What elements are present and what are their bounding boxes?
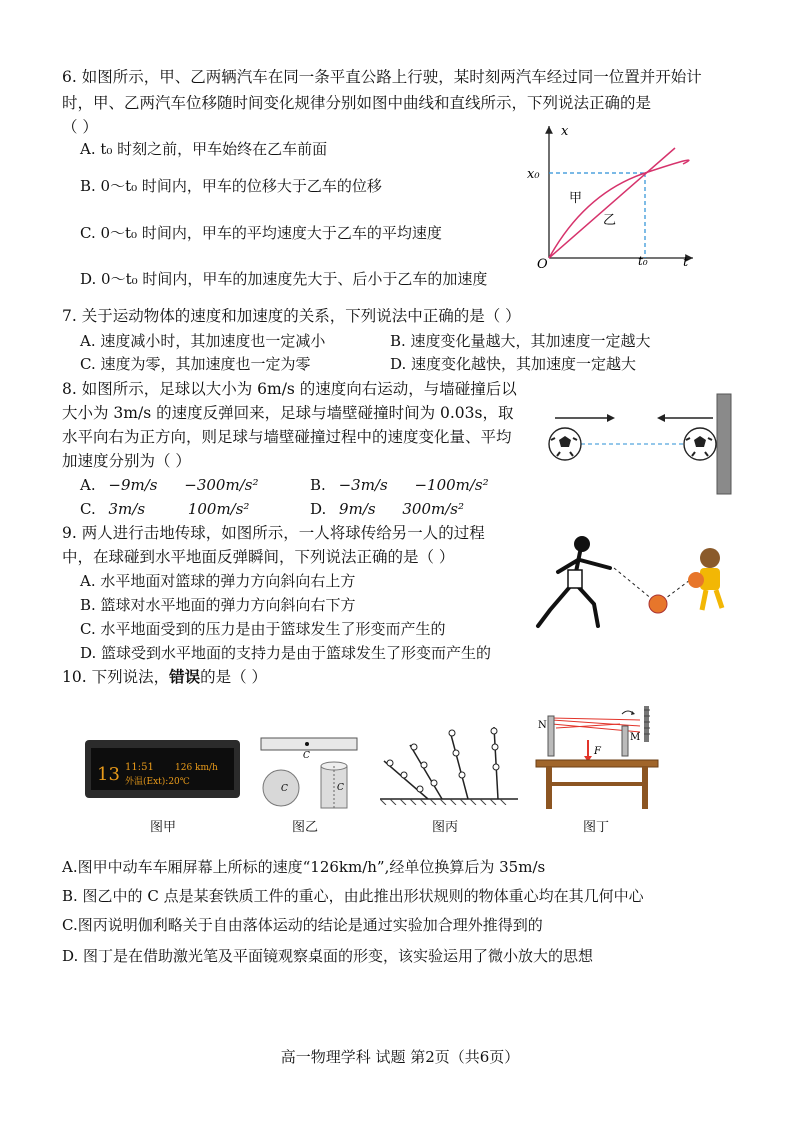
q8-stem-line3: 水平向右为正方向，则足球与墙壁碰撞过程中的速度变化量、平均 bbox=[62, 428, 512, 446]
basketball-icon bbox=[649, 595, 667, 613]
q8-option-a-dv: −9m/s bbox=[108, 476, 158, 494]
q8-stem-line4: 加速度分别为（ ） bbox=[62, 452, 191, 470]
q10-option-a: A.图甲中动车车厢屏幕上所标的速度“126km/h”,经单位换算后为 35m/s bbox=[62, 858, 546, 876]
q6-option-c: C. 0～t₀ 时间内，甲车的平均速度大于乙车的平均速度 bbox=[80, 224, 442, 242]
page-footer: 高一物理学科 试题 第2页（共6页） bbox=[280, 1048, 520, 1066]
wall bbox=[717, 394, 731, 494]
soccer-ball-left-icon bbox=[549, 428, 581, 460]
q7-option-c: C. 速度为零，其加速度也一定为零 bbox=[80, 355, 311, 373]
origin-label: O bbox=[537, 257, 548, 268]
q8-option-d-dv: 9m/s bbox=[339, 500, 376, 518]
q8-option-b-acc: −100m/s² bbox=[414, 476, 489, 494]
q8-option-a bbox=[80, 474, 258, 496]
receiver-child-figure bbox=[688, 548, 722, 610]
fig-jia-train-screen bbox=[85, 740, 240, 798]
q9-stem-line2: 中，在球碰到水平地面反弹瞬间，下列说法正确的是（ ） bbox=[62, 548, 455, 566]
yi-line bbox=[549, 148, 675, 258]
soccer-ball-right-icon bbox=[684, 428, 716, 460]
fig-jia-caption: 图甲 bbox=[150, 820, 177, 835]
q6-option-d: D. 0～t₀ 时间内，甲车的加速度先大于、后小于乙车的加速度 bbox=[80, 270, 488, 288]
q8-option-d-acc: 300m/s² bbox=[402, 500, 464, 518]
q8-option-c bbox=[80, 498, 249, 520]
q8-option-c-acc: 100m/s² bbox=[187, 500, 250, 518]
fig-ding-caption: 图丁 bbox=[583, 820, 610, 835]
bar-point-label: C bbox=[303, 751, 310, 761]
q6-position-time-graph bbox=[525, 118, 700, 268]
right-arrowhead bbox=[607, 414, 615, 422]
jia-screen-temp: 外温(Ext):20℃ bbox=[125, 777, 190, 787]
mirror-m bbox=[622, 726, 628, 756]
fig-yi-iron-parts bbox=[255, 728, 365, 813]
q8-option-c-dv: 3m/s bbox=[108, 500, 146, 518]
q10-stem-prefix: 10. 下列说法， bbox=[62, 668, 170, 686]
passer-figure bbox=[538, 536, 610, 626]
q9-option-b: B. 篮球对水平地面的弹力方向斜向右下方 bbox=[80, 596, 356, 614]
jia-screen-time: 13 bbox=[97, 764, 120, 785]
fig-ding-laser-table bbox=[532, 706, 662, 812]
q10-option-b: B. 图乙中的 C 点是某套铁质工件的重心，由此推出形状规则的物体重心均在其几何中心 bbox=[62, 887, 644, 905]
q9-basketball-pass-figure bbox=[530, 530, 740, 640]
ding-label-f: F bbox=[594, 746, 601, 757]
q7-stem: 7. 关于运动物体的速度和加速度的关系，下列说法中正确的是（ ） bbox=[62, 307, 521, 325]
x0-label: x₀ bbox=[527, 167, 540, 182]
t0-label: t₀ bbox=[638, 254, 648, 268]
q8-stem-line2: 大小为 3m/s 的速度反弹回来，足球与墙壁碰撞时间为 0.03s，取 bbox=[62, 404, 514, 422]
ding-label-m: M bbox=[630, 732, 641, 743]
q10-stem bbox=[62, 666, 267, 688]
q8-option-b-letter: B. bbox=[310, 476, 326, 494]
q6-blank: （ ） bbox=[62, 118, 98, 136]
t-axis-label: t bbox=[683, 255, 689, 268]
q8-option-a-letter: A. bbox=[80, 476, 96, 494]
q9-option-a: A. 水平地面对篮球的弹力方向斜向右上方 bbox=[80, 572, 356, 590]
q9-option-c: C. 水平地面受到的压力是由于篮球发生了形变而产生的 bbox=[80, 620, 446, 638]
q8-option-c-letter: C. bbox=[80, 500, 96, 518]
q6-stem-line2: 时，甲、乙两汽车位移随时间变化规律分别如图中曲线和直线所示，下列说法正确的是 bbox=[62, 94, 652, 112]
sphere-point-label: C bbox=[281, 784, 288, 794]
q10-stem-emphasis: 错误 bbox=[169, 667, 201, 686]
x-axis-label: x bbox=[561, 124, 569, 139]
fig-yi-caption: 图乙 bbox=[292, 820, 319, 835]
mirror-n bbox=[548, 716, 554, 756]
q9-stem-line1: 9. 两人进行击地传球，如图所示，一人将球传给另一人的过程 bbox=[62, 524, 485, 542]
table-top bbox=[536, 760, 658, 767]
q6-option-b: B. 0～t₀ 时间内，甲车的位移大于乙车的位移 bbox=[80, 177, 382, 195]
fig-bing-inclined-planes bbox=[380, 725, 520, 805]
q7-option-d: D. 速度变化越快，其加速度一定越大 bbox=[390, 355, 637, 373]
q8-option-b bbox=[310, 474, 489, 496]
bar-center-point bbox=[305, 742, 309, 746]
yi-label: 乙 bbox=[603, 213, 617, 228]
q7-option-a: A. 速度减小时，其加速度也一定减小 bbox=[80, 332, 326, 350]
ding-label-n: N bbox=[538, 720, 547, 731]
q7-option-b: B. 速度变化量越大，其加速度一定越大 bbox=[390, 332, 651, 350]
q6-stem-line1: 6. 如图所示，甲、乙两辆汽车在同一条平直公路上行驶，某时刻两汽车经过同一位置并开始计 bbox=[62, 68, 702, 86]
q8-option-d bbox=[310, 498, 464, 520]
jia-label: 甲 bbox=[569, 191, 583, 206]
q10-option-c: C.图丙说明伽利略关于自由落体运动的结论是通过实验加合理外推得到的 bbox=[62, 916, 543, 934]
q10-stem-suffix: 的是（ ） bbox=[200, 668, 268, 686]
fig-bing-caption: 图丙 bbox=[432, 820, 459, 835]
jia-curve bbox=[549, 160, 689, 258]
jia-screen-clock: 11:51 bbox=[125, 762, 154, 773]
q6-option-a: A. t₀ 时刻之前，甲车始终在乙车前面 bbox=[80, 140, 328, 158]
q10-option-d: D. 图丁是在借助激光笔及平面镜观察桌面的形变，该实验运用了微小放大的思想 bbox=[62, 947, 594, 965]
cylinder-point-label: C bbox=[337, 783, 344, 793]
q8-stem-line1: 8. 如图所示，足球以大小为 6m/s 的速度向右运动，与墙碰撞后以 bbox=[62, 380, 517, 398]
q8-option-a-acc: −300m/s² bbox=[184, 476, 259, 494]
jia-screen-speed: 126 km/h bbox=[175, 763, 218, 773]
q9-option-d: D. 篮球受到水平地面的支持力是由于篮球发生了形变而产生的 bbox=[80, 644, 492, 662]
left-arrowhead bbox=[657, 414, 665, 422]
q8-option-b-dv: −3m/s bbox=[338, 476, 388, 494]
q8-soccer-wall-figure bbox=[545, 392, 745, 497]
q8-option-d-letter: D. bbox=[310, 500, 327, 518]
